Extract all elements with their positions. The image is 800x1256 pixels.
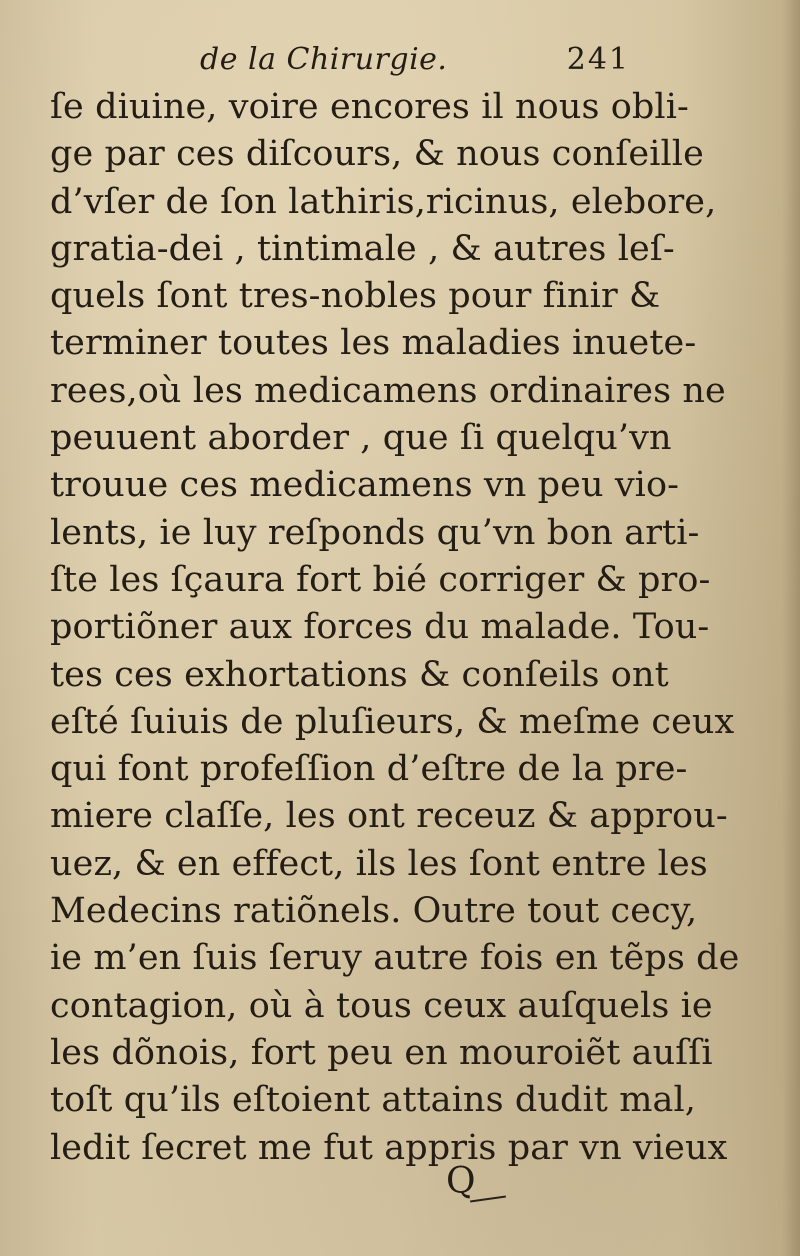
text-line: qui font profeſſion d’eſtre de la pre-	[50, 749, 688, 790]
text-line: terminer toutes les maladies inuete-	[50, 323, 697, 364]
text-line: Medecins ratiõnels. Outre tout cecy,	[50, 891, 698, 932]
text-line: gratia-dei , tintimale , & autres leſ-	[50, 228, 675, 269]
text-line: ledit ſecret me fut appris par vn vieux	[50, 1127, 728, 1168]
text-line: tes ces exhortations & conſeils ont	[50, 654, 669, 695]
text-line: les dõnois, fort peu en mouroiẽt auſſi	[50, 1032, 713, 1073]
text-line: trouue ces medicamens vn peu vio-	[50, 465, 680, 506]
text-line: ge par ces diſcours, & nous conſeille	[50, 134, 704, 175]
page-number: 241	[566, 42, 630, 77]
running-head: de la Chirurgie.	[200, 42, 448, 77]
text-line: quels ſont tres-nobles pour finir &	[50, 276, 661, 317]
text-line: portiõner aux forces du malade. Tou-	[50, 607, 710, 648]
text-line: contagion, où à tous ceux auſquels ie	[50, 985, 713, 1026]
text-line: ie m’en ſuis ſeruy autre fois en tẽps de	[50, 938, 740, 979]
text-line: eſté ſuiuis de pluſieurs, & meſme ceux	[50, 701, 735, 742]
text-line: rees,où les medicamens ordinaires ne	[50, 370, 726, 411]
signature-mark: Q	[446, 1161, 477, 1202]
text-line: peuuent aborder , que ſi quelqu’vn	[50, 418, 672, 459]
text-line: lents, ie luy reſponds qu’vn bon arti-	[50, 512, 700, 553]
page-edge-shadow	[782, 0, 800, 1256]
body-text	[50, 84, 740, 1172]
text-line: ſe diuine, voire encores il nous obli-	[50, 87, 689, 127]
text-line: miere claſſe, les ont receuz & approu-	[50, 796, 728, 837]
text-line: d’vſer de ſon lathiris,ricinus, elebore,	[50, 181, 717, 222]
page-header	[200, 42, 630, 88]
text-line: toſt qu’ils eſtoient attains dudit mal,	[50, 1080, 696, 1121]
text-line: ſte les ſçaura fort bié corriger & pro-	[50, 559, 711, 600]
text-line: uez, & en effect, ils les ſont entre les	[50, 843, 708, 884]
